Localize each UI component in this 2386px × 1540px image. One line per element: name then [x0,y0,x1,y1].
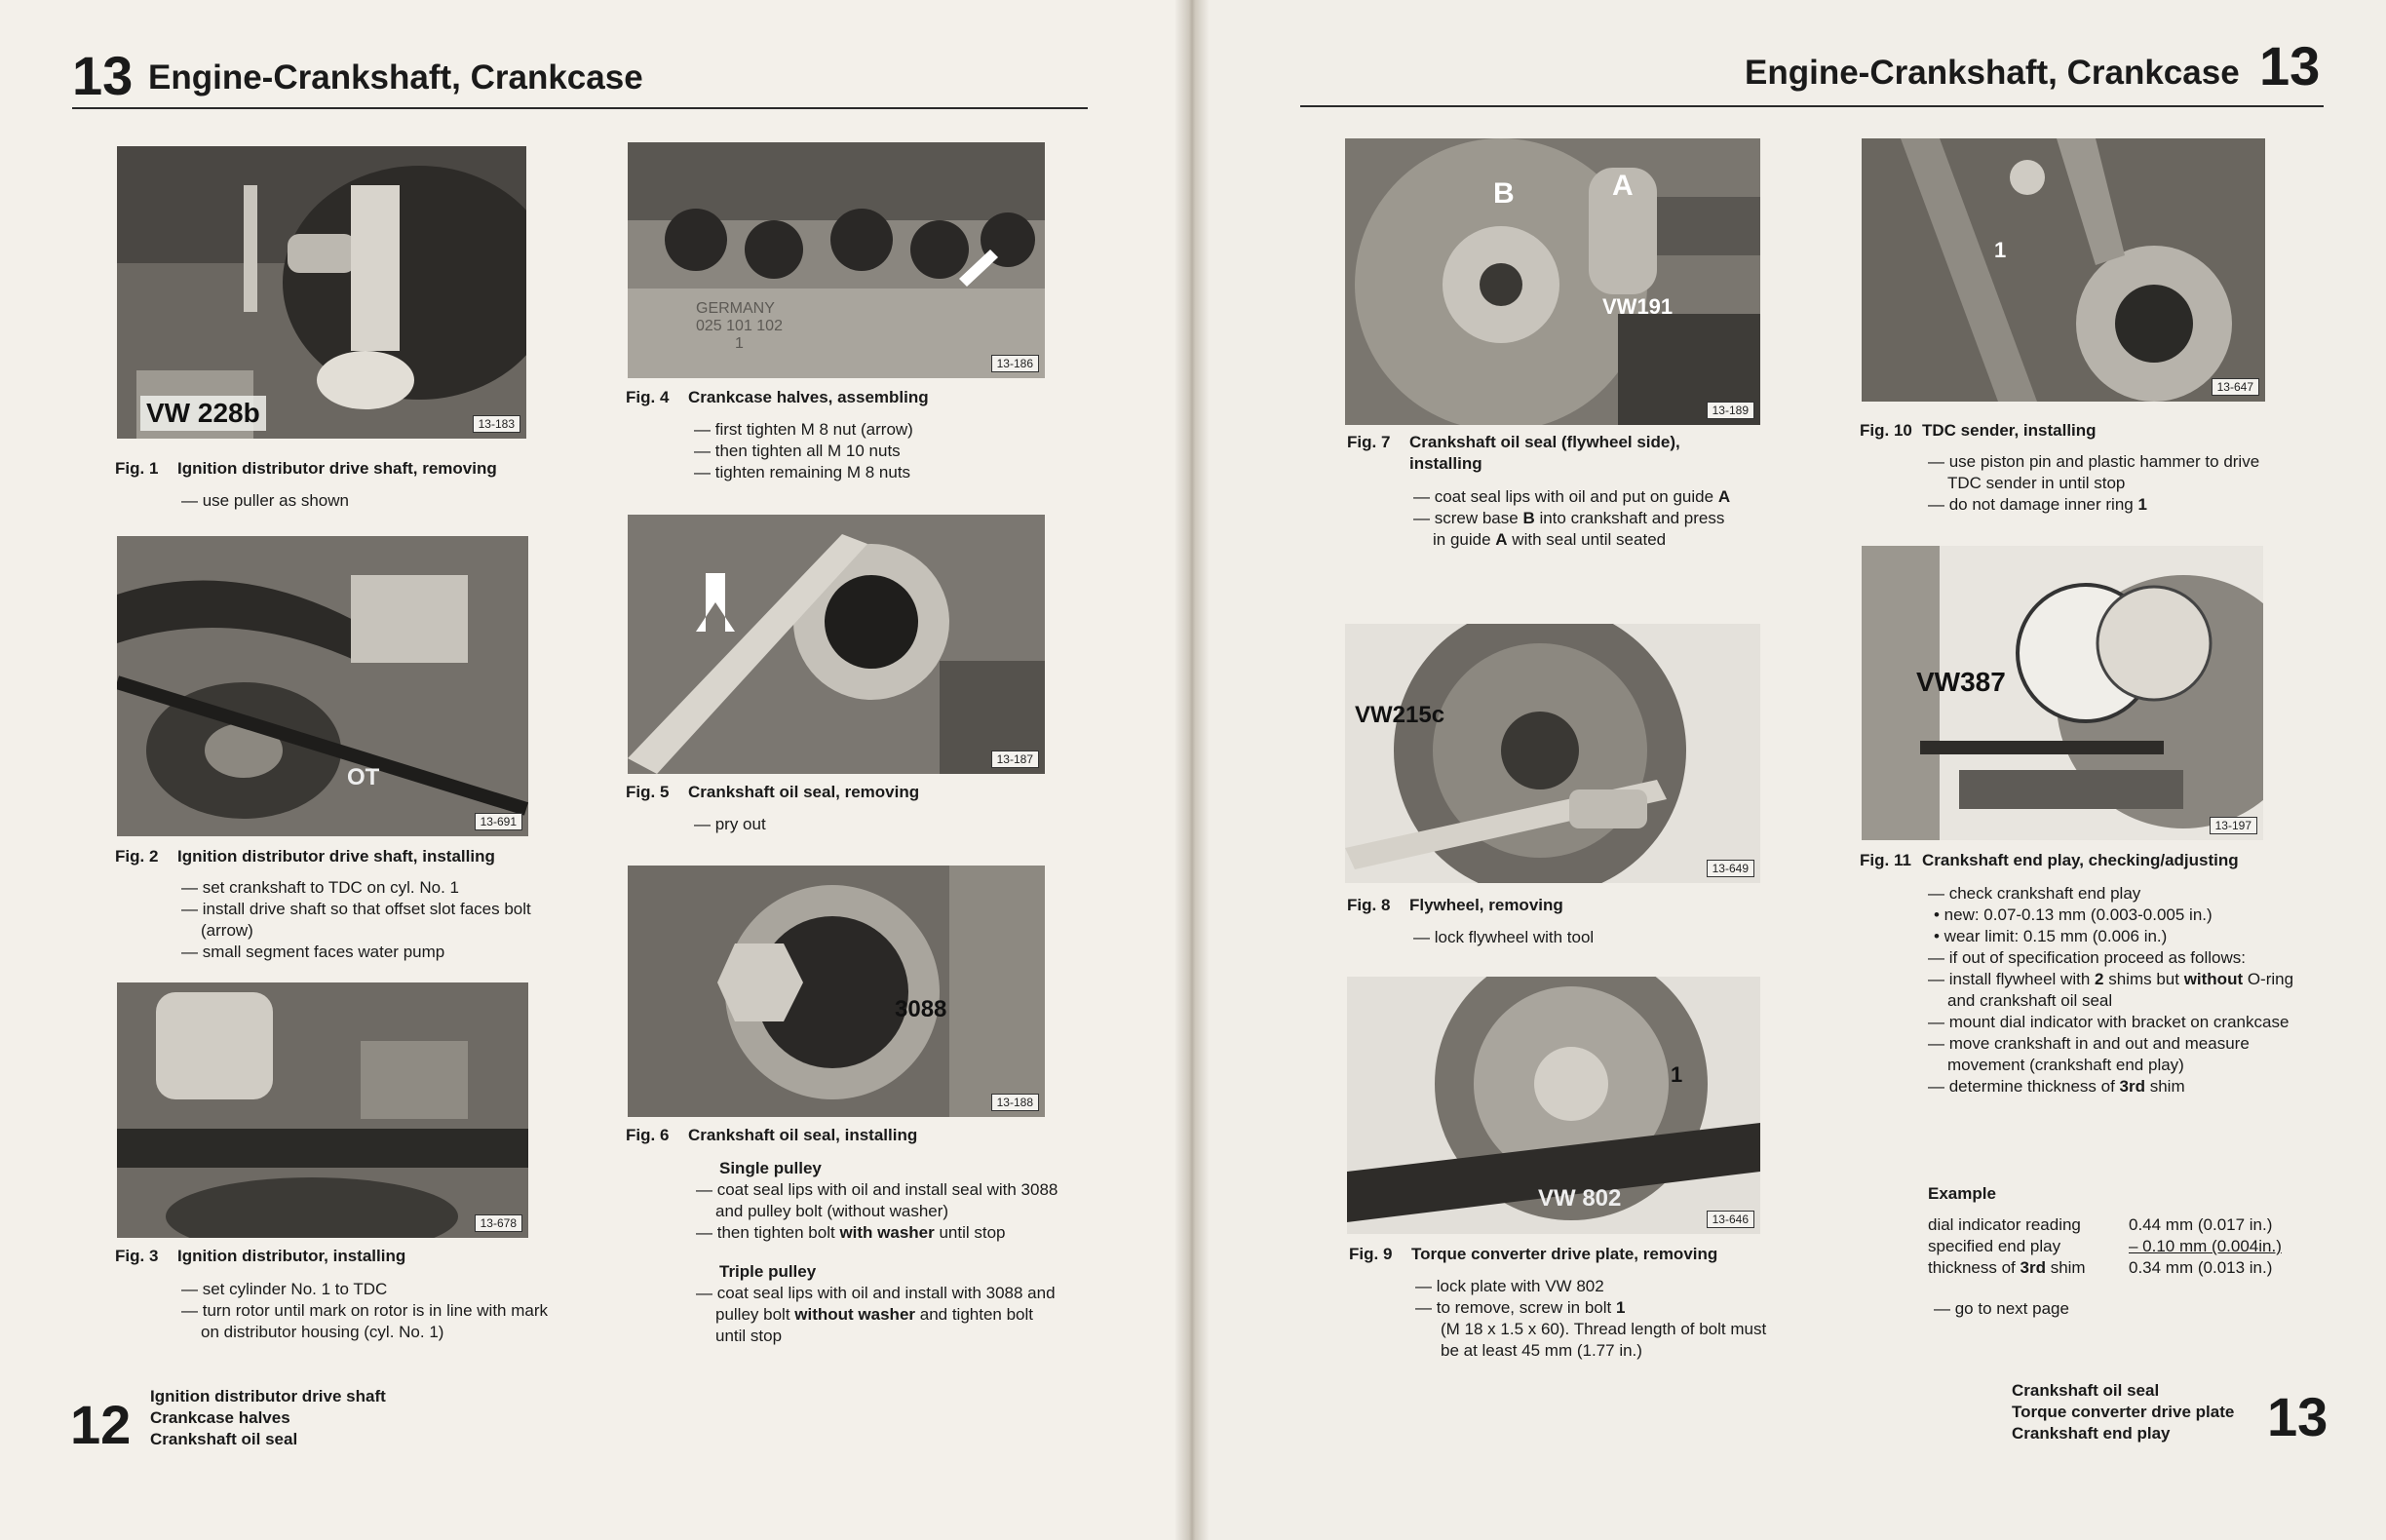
fig1-step: — use puller as shown [181,491,349,510]
right-header-rule [1300,105,2324,107]
fig9-step: (M 18 x 1.5 x 60). Thread length of bolt must be at least 45 mm (1.77 in.) [1441,1320,1767,1360]
fig3-step: — turn rotor until mark on rotor is in line with mark on distributor housing (cyl. No. 1) [181,1301,549,1341]
fig8-steps [1413,927,1735,948]
fig3-code: 13-678 [475,1214,522,1232]
fig11-step: — check crankshaft end play [1928,884,2141,903]
fig11-photo [1862,546,2263,840]
footer-topic: Crankcase halves [150,1408,290,1427]
book-gutter [1175,0,1209,1540]
fig6-caption [626,1125,917,1146]
fig11-step-text: — install flywheel with [1928,970,2096,988]
fig7-tool-label: VW191 [1602,294,1674,319]
fig5-caption [626,782,919,803]
fig8-step: — lock flywheel with tool [1413,928,1595,946]
fig11-step: — move crankshaft in and out and measure movement (crankshaft end play) [1928,1034,2250,1074]
fig6-photo [628,866,1045,1117]
fig1-caption [115,458,497,480]
fig11-number: Fig. 11 [1860,851,1911,869]
fig4-step: — then tighten all M 10 nuts [694,442,901,460]
fig6-number: Fig. 6 [626,1126,670,1144]
fig6-step-text: and tighten bolt until stop [715,1305,1033,1345]
fig11-example [1928,1183,2318,1320]
fig4-caption [626,387,929,408]
footer-topic: Crankshaft oil seal [150,1430,298,1448]
left-header-rule [72,107,1088,109]
fig10-step-bold: 1 [2137,495,2147,514]
fig2-photo [117,536,528,836]
fig7-title: Crankshaft oil seal (flywheel side), installing [1409,433,1680,473]
fig7-step [1413,486,1735,508]
fig4-photo [628,142,1045,378]
fig4-step: — first tighten M 8 nut (arrow) [694,420,913,439]
fig10-number: Fig. 10 [1860,421,1912,440]
fig9-step-text: — to remove, screw in bolt [1415,1298,1616,1317]
fig4-stamp-line: GERMANY [696,300,775,317]
fig4-stamp-line: 025 101 102 [696,318,783,334]
fig10-label-1: 1 [1994,238,2007,262]
fig2-caption [115,846,495,867]
fig5-step: — pry out [694,815,766,833]
fig1-title: Ignition distributor drive shaft, removing [177,459,497,478]
go-to-next-page: — go to next page [1934,1299,2069,1318]
left-page-number: 12 [70,1394,132,1455]
fig3-steps [181,1279,552,1343]
fig4-code: 13-186 [991,355,1039,372]
fig6-step [696,1283,1066,1347]
fig10-step [1928,494,2289,516]
fig8-tool-label: VW215c [1355,702,1445,728]
fig4-stamp [696,300,783,353]
fig11-step-bold: 2 [2095,970,2104,988]
fig2-step: — install drive shaft so that offset slot faces bolt (arrow) [181,900,531,940]
fig9-title: Torque converter drive plate, removing [1411,1245,1718,1263]
fig7-step-text: into crankshaft and press in guide [1433,509,1725,549]
fig11-step: — if out of specification proceed as follows: [1928,948,2246,967]
example-key-text: shim [2045,1258,2086,1277]
example-key-text: thickness of [1928,1258,2020,1277]
fig10-caption [1860,420,2097,442]
example-value: 0.34 mm (0.013 in.) [2129,1258,2273,1277]
fig10-title: TDC sender, installing [1922,421,2097,440]
fig9-steps [1415,1276,1776,1362]
left-page-title: Engine-Crankshaft, Crankcase [148,58,643,96]
fig5-steps [694,814,1045,835]
fig7-step-bold: A [1717,487,1731,506]
fig10-step-text: — do not damage inner ring [1928,495,2138,514]
fig7-step-text: — screw base [1413,509,1523,527]
fig11-step-text: — determine thickness of [1928,1077,2120,1096]
example-key [1928,1257,2129,1279]
fig3-number: Fig. 3 [115,1247,159,1265]
fig6-step-text: — then tighten bolt [696,1223,840,1242]
fig4-title: Crankcase halves, assembling [688,388,929,406]
fig11-step: — mount dial indicator with bracket on crankcase [1928,1013,2290,1031]
fig7-caption [1347,432,1721,475]
fig4-steps [694,419,1064,483]
fig11-bullet: • new: 0.07-0.13 mm (0.003-0.005 in.) [1934,905,2213,924]
fig6-step: — coat seal lips with oil and install seal with 3088 and pulley bolt (without washer) [696,1180,1058,1220]
example-heading: Example [1928,1184,1996,1203]
fig8-caption [1347,895,1563,916]
fig11-step-text: shim [2145,1077,2185,1096]
fig6-triple-heading: Triple pulley [719,1262,817,1281]
fig5-title: Crankshaft oil seal, removing [688,783,920,801]
fig2-number: Fig. 2 [115,847,159,866]
fig9-label-1: 1 [1671,1062,1683,1087]
fig6-step-bold: without washer [794,1305,916,1324]
fig9-caption [1349,1244,1717,1265]
fig9-step [1415,1297,1776,1319]
fig6-step-bold: with washer [839,1223,935,1242]
fig1-photo [117,146,526,439]
fig6-tool-label: 3088 [895,996,947,1022]
fig7-step [1413,508,1735,551]
fig1-steps [181,490,532,512]
fig10-steps [1928,451,2289,516]
fig6-step [696,1222,1066,1244]
fig7-steps [1413,486,1735,551]
fig11-step [1928,1076,2298,1097]
fig10-code: 13-647 [2212,378,2259,396]
fig6-steps [696,1158,1066,1347]
fig9-step: — lock plate with VW 802 [1415,1277,1604,1295]
fig11-title: Crankshaft end play, checking/adjusting [1922,851,2239,869]
right-page-title: Engine-Crankshaft, Crankcase [1745,54,2240,92]
fig6-title: Crankshaft oil seal, installing [688,1126,918,1144]
fig3-title: Ignition distributor, installing [177,1247,406,1265]
fig7-step-text: — coat seal lips with oil and put on guide [1413,487,1718,506]
fig10-photo [1862,138,2265,402]
fig8-photo [1345,624,1760,883]
fig9-number: Fig. 9 [1349,1245,1393,1263]
example-value: – 0.10 mm (0.004in.) [2129,1237,2282,1255]
fig5-photo [628,515,1045,774]
footer-topic: Ignition distributor drive shaft [150,1387,386,1405]
fig11-code: 13-197 [2210,817,2257,834]
example-key: specified end play [1928,1237,2061,1255]
fig2-step: — small segment faces water pump [181,943,445,961]
fig6-step-text: — coat seal lips with oil and install with 3088 and pulley bolt [696,1284,1056,1324]
fig4-number: Fig. 4 [626,388,670,406]
right-chapter-number: 13 [2259,35,2321,96]
footer-topic: Crankshaft oil seal [2012,1381,2160,1400]
fig2-title: Ignition distributor drive shaft, installing [177,847,495,866]
fig9-tool-label: VW 802 [1538,1185,1622,1212]
fig1-number: Fig. 1 [115,459,159,478]
fig11-step-bold: 3rd [2119,1077,2145,1096]
fig11-steps [1928,883,2298,1097]
fig7-step-bold: B [1522,509,1535,527]
fig7-code: 13-189 [1707,402,1754,419]
fig11-caption [1860,850,2239,871]
fig6-single-heading: Single pulley [719,1159,822,1177]
example-key-bold: 3rd [2020,1258,2046,1277]
fig7-number: Fig. 7 [1347,433,1391,451]
fig2-step: — set crankshaft to TDC on cyl. No. 1 [181,878,460,897]
fig10-step: — use piston pin and plastic hammer to drive TDC sender in until stop [1928,452,2260,492]
fig11-step [1928,969,2298,1012]
fig3-caption [115,1246,405,1267]
fig11-tool-label: VW387 [1916,667,2006,697]
fig9-photo [1347,977,1760,1234]
left-chapter-number: 13 [72,45,134,106]
right-footer-topics [2012,1380,2234,1444]
fig2-code: 13-691 [475,813,522,830]
fig9-code: 13-646 [1707,1211,1754,1228]
left-footer-topics [150,1386,386,1450]
fig3-photo [117,982,528,1238]
fig7-step-text: with seal until seated [1507,530,1667,549]
fig8-number: Fig. 8 [1347,896,1391,914]
fig4-stamp-line: 1 [735,335,744,352]
fig11-step-text: shims but [2103,970,2184,988]
example-row [1928,1214,2318,1236]
fig7-label-b: B [1493,177,1515,210]
fig4-step: — tighten remaining M 8 nuts [694,463,911,481]
fig7-photo [1345,138,1760,425]
example-value: 0.44 mm (0.017 in.) [2129,1215,2273,1234]
example-row [1928,1257,2318,1279]
example-key: dial indicator reading [1928,1215,2081,1234]
footer-topic: Torque converter drive plate [2012,1403,2235,1421]
fig5-number: Fig. 5 [626,783,670,801]
example-row [1928,1236,2318,1257]
fig9-step-bold: 1 [1615,1298,1626,1317]
fig7-label-a: A [1612,170,1634,202]
fig1-tool-label: VW 228b [140,396,266,431]
fig2-steps [181,877,532,963]
fig11-step-text: O-ring and crankshaft oil seal [1947,970,2294,1010]
fig1-code: 13-183 [473,415,520,433]
fig3-step: — set cylinder No. 1 to TDC [181,1280,388,1298]
fig7-step-bold: A [1495,530,1508,549]
fig5-code: 13-187 [991,751,1039,768]
fig6-code: 13-188 [991,1094,1039,1111]
fig11-step-bold: without [2183,970,2244,988]
fig8-title: Flywheel, removing [1409,896,1563,914]
fig11-bullet: • wear limit: 0.15 mm (0.006 in.) [1934,927,2168,945]
fig2-ot-label: OT [347,764,380,790]
fig6-step-text: until stop [934,1223,1006,1242]
footer-topic: Crankshaft end play [2012,1424,2171,1443]
right-page-number: 13 [2267,1386,2328,1447]
fig8-code: 13-649 [1707,860,1754,877]
